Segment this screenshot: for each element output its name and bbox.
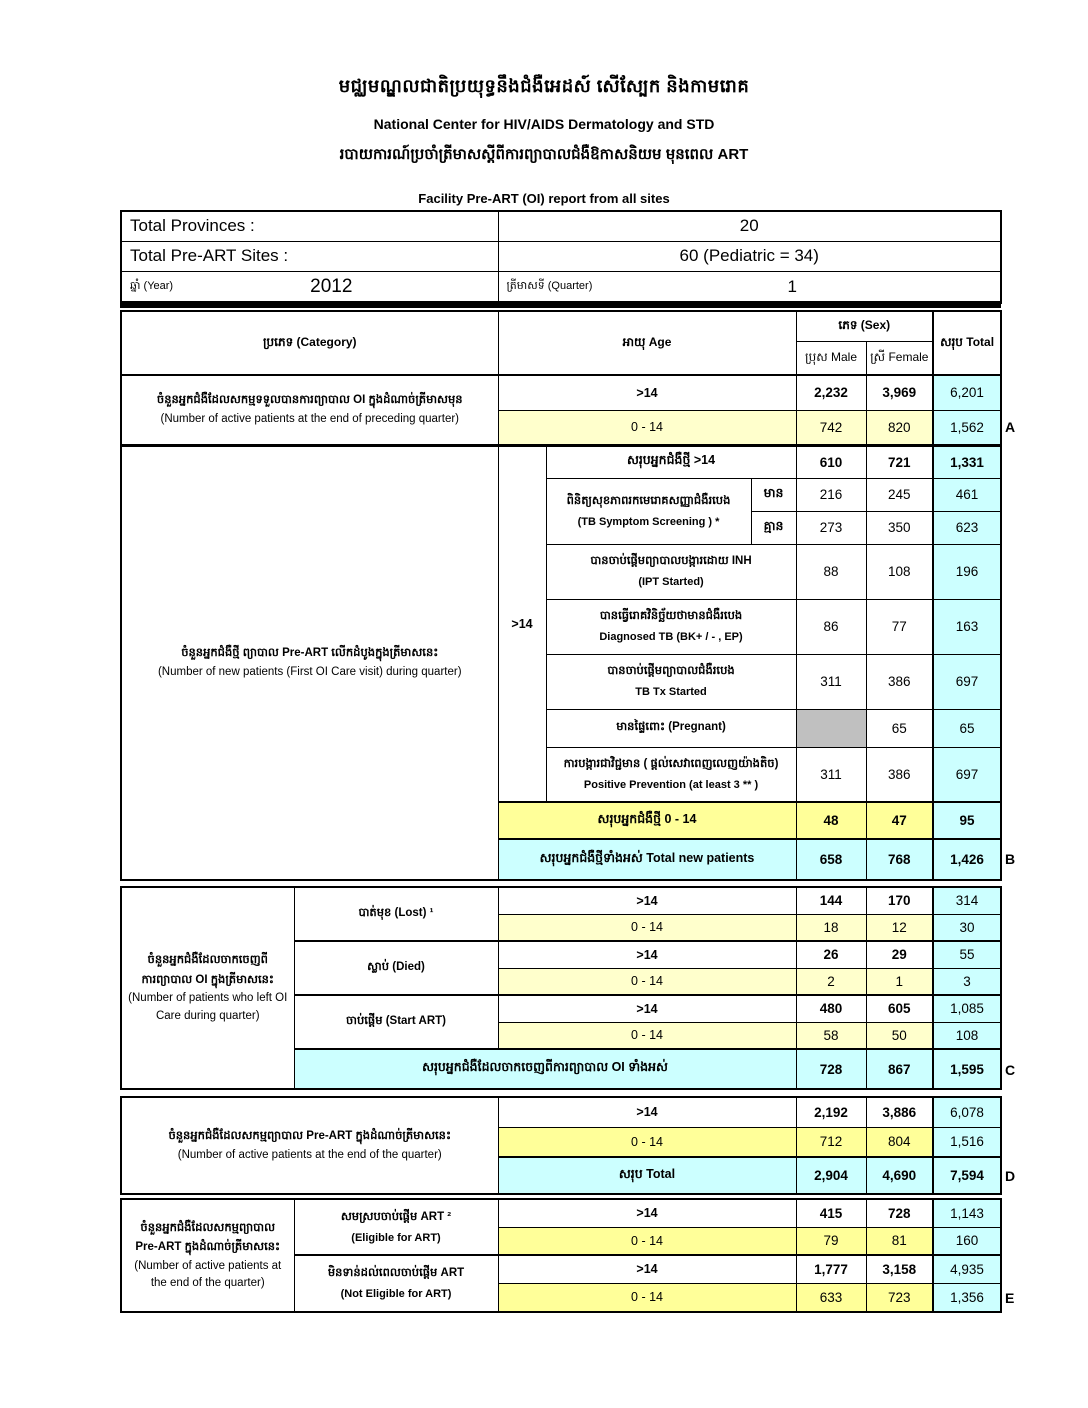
quarter-label: ត្រីមាសទី (Quarter) xyxy=(506,279,593,292)
male-value-cell: 2,192 xyxy=(796,1097,866,1127)
section-a-category-english: (Number of active patients at the end of preceding quarter) xyxy=(160,412,460,425)
ipt-label-cell xyxy=(546,544,796,599)
age-cell: 0 - 14 xyxy=(498,1127,796,1157)
female-value-cell: 4,690 xyxy=(866,1157,933,1194)
female-value-cell: 3,158 xyxy=(866,1255,933,1283)
lost-label: បាត់មុខ (Lost) ¹ xyxy=(358,907,434,920)
header-row-1 xyxy=(121,311,1001,341)
male-value-cell: 712 xyxy=(796,1127,866,1157)
total-value-cell: 108 xyxy=(933,1022,1001,1049)
eligible-over14-row xyxy=(121,1199,1001,1227)
female-value-cell: 723 xyxy=(866,1283,933,1312)
male-value-cell: 144 xyxy=(796,887,866,914)
male-value-cell: 610 xyxy=(796,445,866,478)
section-b-sum-over14-row xyxy=(121,445,1001,478)
ipt-khmer: បានចាប់ផ្តើមព្យាបាលបង្ការដោយ INH xyxy=(590,555,752,568)
marker-e: E xyxy=(1005,1290,1015,1306)
eligible-english: (Eligible for ART) xyxy=(351,1231,441,1244)
section-e-category-khmer-1: ចំនួនអ្នកជំងឺដែលសកម្មព្យាបាល xyxy=(140,1221,276,1234)
summary-info-table xyxy=(120,210,1002,304)
female-value-cell: 12 xyxy=(866,914,933,941)
female-value-cell: 386 xyxy=(866,654,933,709)
quarter-cell xyxy=(498,271,1001,303)
age-cell: >14 xyxy=(498,1097,796,1127)
total-value-cell: 160 xyxy=(933,1227,1001,1255)
not-eligible-khmer: មិនទាន់ដល់ពេលចាប់ផ្តើម ART xyxy=(327,1267,465,1280)
age-cell: 0 - 14 xyxy=(498,1022,796,1049)
male-value-cell: 88 xyxy=(796,544,866,599)
male-value-cell: 633 xyxy=(796,1283,866,1312)
male-value-cell: 728 xyxy=(796,1049,866,1089)
female-value-cell: 768 xyxy=(866,839,933,880)
age-cell: 0 - 14 xyxy=(498,968,796,995)
age-cell: 0 - 14 xyxy=(498,410,796,445)
section-c-table xyxy=(120,886,1002,1090)
tb-diagnosed-khmer: បានធ្វើរោគវិនិច្ឆ័យថាមានជំងឺរបេង xyxy=(599,610,743,623)
section-b-category-cell xyxy=(121,445,498,880)
tb-diagnosed-english: Diagnosed TB (BK+ / - , EP) xyxy=(599,631,743,644)
section-e-table xyxy=(120,1198,1002,1313)
female-value-cell: 50 xyxy=(866,1022,933,1049)
provinces-row xyxy=(121,211,1001,241)
male-value-cell: 658 xyxy=(796,839,866,880)
total-value-cell: 4,935 xyxy=(933,1255,1001,1283)
title-khmer: មជ្ឈមណ្ឌលជាតិប្រយុទ្ធនឹងជំងឺអេដស៍ សើស្បែក និងកាមរោគ xyxy=(338,76,750,96)
tb-treatment-english: TB Tx Started xyxy=(635,686,707,699)
total-value-cell: 1,356 xyxy=(933,1283,1001,1312)
column-header-category: ប្រភេទ (Category) xyxy=(121,311,498,375)
male-value-cell: 79 xyxy=(796,1227,866,1255)
marker-b: B xyxy=(1005,851,1016,867)
female-value-cell: 605 xyxy=(866,995,933,1022)
total-value-cell: 55 xyxy=(933,941,1001,968)
section-c-category-khmer-2: ការព្យាបាល OI ក្នុងត្រីមាសនេះ xyxy=(141,973,274,986)
female-value-cell: 170 xyxy=(866,887,933,914)
male-value-cell: 86 xyxy=(796,599,866,654)
male-value-cell: 273 xyxy=(796,511,866,544)
male-value-cell: 26 xyxy=(796,941,866,968)
section-e-category-cell xyxy=(121,1199,294,1312)
total-new-patients-label: សរុបអ្នកជំងឺថ្មីទាំងអស់ Total new patients xyxy=(498,839,796,880)
section-d-category-cell xyxy=(121,1097,498,1194)
eligible-label-cell xyxy=(294,1199,498,1255)
male-value-cell: 2 xyxy=(796,968,866,995)
section-a-category-cell xyxy=(121,375,498,445)
total-value-cell: 6,201 xyxy=(933,375,1001,410)
male-value-cell: 216 xyxy=(796,478,866,511)
male-value-cell: 311 xyxy=(796,747,866,802)
age-cell: 0 - 14 xyxy=(498,1283,796,1312)
total-value-cell: 1,085 xyxy=(933,995,1001,1022)
male-value-cell: 2,904 xyxy=(796,1157,866,1194)
section-d-category-english: (Number of active patients at the end of the quarter) xyxy=(177,1148,442,1161)
died-label: ស្លាប់ (Died) xyxy=(367,961,425,974)
provinces-value: 20 xyxy=(498,211,1001,241)
age-cell: >14 xyxy=(498,1199,796,1227)
year-label: ឆ្នាំ (Year) xyxy=(130,279,174,292)
total-value-cell: 1,143 xyxy=(933,1199,1001,1227)
sum-over14-label: សរុបអ្នកជំងឺថ្មី >14 xyxy=(546,445,796,478)
age-cell: >14 xyxy=(498,941,796,968)
female-value-cell: 29 xyxy=(866,941,933,968)
total-value-cell: 314 xyxy=(933,887,1001,914)
positive-prevention-khmer: ការបង្ការជាវិជ្ជមាន ( ផ្តល់សេវាពេញលេញយ៉ាងតិច) xyxy=(563,757,779,770)
age-cell: >14 xyxy=(498,887,796,914)
female-value-cell: 1 xyxy=(866,968,933,995)
female-value-cell: 804 xyxy=(866,1127,933,1157)
section-d-table xyxy=(120,1096,1002,1195)
start-art-label-cell xyxy=(294,995,498,1049)
sum-under14-label: សរុបអ្នកជំងឺថ្មី 0 - 14 xyxy=(498,802,796,839)
female-value-cell: 65 xyxy=(866,709,933,747)
pregnant-label-cell xyxy=(546,709,796,747)
section-a-category-khmer: ចំនួនអ្នកជំងឺដែលសកម្មទទួលបានការព្យាបាល OI ក្នុងដំណាច់ត្រីមាសមុន xyxy=(156,394,463,407)
female-value-cell: 721 xyxy=(866,445,933,478)
female-value-cell: 728 xyxy=(866,1199,933,1227)
section-e-category-khmer-2: Pre-ART ក្នុងដំណាច់ត្រីមាសនេះ xyxy=(135,1241,281,1254)
male-value-cell: 480 xyxy=(796,995,866,1022)
positive-prevention-label-cell xyxy=(546,747,796,802)
tb-screening-label-cell xyxy=(546,478,751,544)
thick-divider-bar xyxy=(120,301,1001,308)
male-value-cell: 2,232 xyxy=(796,375,866,410)
column-header-sex: ភេទ (Sex) xyxy=(796,311,933,341)
sites-value: 60 (Pediatric = 34) xyxy=(498,241,1001,271)
total-value-cell: 6,078 xyxy=(933,1097,1001,1127)
section-b-category-english: (Number of new patients (First OI Care visit) during quarter) xyxy=(157,665,462,678)
tb-diagnosed-label-cell xyxy=(546,599,796,654)
tb-screening-khmer: ពិនិត្យសុខភាពរកមេរោគសញ្ញាជំងឺរបេង xyxy=(566,494,731,507)
section-c-total-label: សរុបអ្នកជំងឺដែលចាកចេញពីការព្យាបាល OI ទាំងអស់ xyxy=(294,1049,796,1089)
quarter-value: 1 xyxy=(787,276,797,296)
male-value-cell: 18 xyxy=(796,914,866,941)
sites-row xyxy=(121,241,1001,271)
section-e-category-english-2: the end of the quarter) xyxy=(150,1277,265,1290)
tb-screening-no-label: គ្មាន xyxy=(751,511,796,544)
column-header-female: ស្រី Female xyxy=(866,341,933,375)
total-value-cell: 1,516 xyxy=(933,1127,1001,1157)
female-value-cell: 77 xyxy=(866,599,933,654)
section-c-category-khmer-1: ចំនួនអ្នកជំងឺដែលចាកចេញពី xyxy=(147,954,268,967)
male-value-cell: 48 xyxy=(796,802,866,839)
total-value-cell: 1,426 xyxy=(933,839,1001,880)
female-value-cell: 867 xyxy=(866,1049,933,1089)
section-e-category-english-1: (Number of active patients at xyxy=(134,1259,282,1272)
total-value-cell: 163 xyxy=(933,599,1001,654)
column-header-age: អាយុ Age xyxy=(498,311,796,375)
total-value-cell: 697 xyxy=(933,747,1001,802)
female-value-cell: 108 xyxy=(866,544,933,599)
not-eligible-english: (Not Eligible for ART) xyxy=(340,1288,452,1301)
section-d-category-khmer: ចំនួនអ្នកជំងឺដែលសកម្មព្យាបាល Pre-ART ក្នុងដំណាច់ត្រីមាសនេះ xyxy=(168,1130,452,1143)
age-cell: 0 - 14 xyxy=(498,1227,796,1255)
tb-screening-yes-label: មាន xyxy=(751,478,796,511)
male-value-cell: 415 xyxy=(796,1199,866,1227)
subtitle-khmer: របាយការណ៍ប្រចាំត្រីមាសស្តីពីការព្យាបាលជំងឺឱកាសនិយម មុនពេល ART xyxy=(339,146,749,163)
age-cell: >14 xyxy=(498,375,796,410)
title-english: National Center for HIV/AIDS Dermatology and STD xyxy=(373,116,715,132)
total-value-cell: 95 xyxy=(933,802,1001,839)
female-value-cell: 3,969 xyxy=(866,375,933,410)
female-value-cell: 386 xyxy=(866,747,933,802)
year-value: 2012 xyxy=(310,275,353,297)
main-table-sections-a-b xyxy=(120,310,1002,881)
total-value-cell: 623 xyxy=(933,511,1001,544)
tb-screening-english: (TB Symptom Screening ) * xyxy=(577,515,720,528)
total-value-cell: 30 xyxy=(933,914,1001,941)
marker-c: C xyxy=(1005,1062,1016,1078)
total-value-cell: 3 xyxy=(933,968,1001,995)
column-header-male: ប្រុស Male xyxy=(796,341,866,375)
section-b-category-khmer: ចំនួនអ្នកជំងឺថ្មី ព្យាបាល Pre-ART លើកដំបូងក្នុងត្រីមាសនេះ xyxy=(181,647,439,660)
age-cell: >14 xyxy=(498,1255,796,1283)
subtitle-english: Facility Pre-ART (OI) report from all sites xyxy=(418,191,670,206)
lost-label-cell xyxy=(294,887,498,941)
column-header-total: សរុប Total xyxy=(933,311,1001,375)
male-value-cell: 311 xyxy=(796,654,866,709)
year-cell xyxy=(121,271,498,303)
total-value-cell: 697 xyxy=(933,654,1001,709)
report-header xyxy=(0,74,1088,206)
male-value-cell: 742 xyxy=(796,410,866,445)
positive-prevention-english: Positive Prevention (at least 3 ** ) xyxy=(583,778,759,791)
ipt-english: (IPT Started) xyxy=(638,576,704,589)
total-value-cell: 65 xyxy=(933,709,1001,747)
female-value-cell: 245 xyxy=(866,478,933,511)
year-quarter-row xyxy=(121,271,1001,303)
sites-label: Total Pre-ART Sites : xyxy=(121,241,498,271)
section-b-age-group-cell: >14 xyxy=(498,445,546,802)
died-label-cell xyxy=(294,941,498,995)
not-eligible-label-cell xyxy=(294,1255,498,1312)
total-value-cell: 1,331 xyxy=(933,445,1001,478)
total-value-cell: 461 xyxy=(933,478,1001,511)
section-d-over14-row xyxy=(121,1097,1001,1127)
provinces-label: Total Provinces : xyxy=(121,211,498,241)
male-value-cell: 58 xyxy=(796,1022,866,1049)
section-a-over14-row xyxy=(121,375,1001,410)
tb-treatment-label-cell xyxy=(546,654,796,709)
marker-d: D xyxy=(1005,1168,1016,1184)
lost-over14-row xyxy=(121,887,1001,914)
start-art-label: ចាប់ផ្តើម (Start ART) xyxy=(346,1015,446,1028)
section-d-total-label: សរុប Total xyxy=(498,1157,796,1194)
female-value-cell: 81 xyxy=(866,1227,933,1255)
section-c-category-cell xyxy=(121,887,294,1089)
pregnant-khmer: មានផ្ទៃពោះ (Pregnant) xyxy=(616,721,726,734)
male-blocked-cell xyxy=(796,709,866,747)
female-value-cell: 3,886 xyxy=(866,1097,933,1127)
tb-treatment-khmer: បានចាប់ផ្តើមព្យាបាលជំងឺរបេង xyxy=(607,665,735,678)
age-cell: >14 xyxy=(498,995,796,1022)
total-value-cell: 1,562 xyxy=(933,410,1001,445)
eligible-khmer: សមស្របចាប់ផ្តើម ART ² xyxy=(340,1210,452,1223)
total-value-cell: 196 xyxy=(933,544,1001,599)
age-cell: 0 - 14 xyxy=(498,914,796,941)
female-value-cell: 350 xyxy=(866,511,933,544)
female-value-cell: 47 xyxy=(866,802,933,839)
total-value-cell: 1,595 xyxy=(933,1049,1001,1089)
marker-a: A xyxy=(1005,419,1016,435)
female-value-cell: 820 xyxy=(866,410,933,445)
section-c-category-english: (Number of patients who left OI Care during quarter) xyxy=(128,992,288,1022)
male-value-cell: 1,777 xyxy=(796,1255,866,1283)
total-value-cell: 7,594 xyxy=(933,1157,1001,1194)
